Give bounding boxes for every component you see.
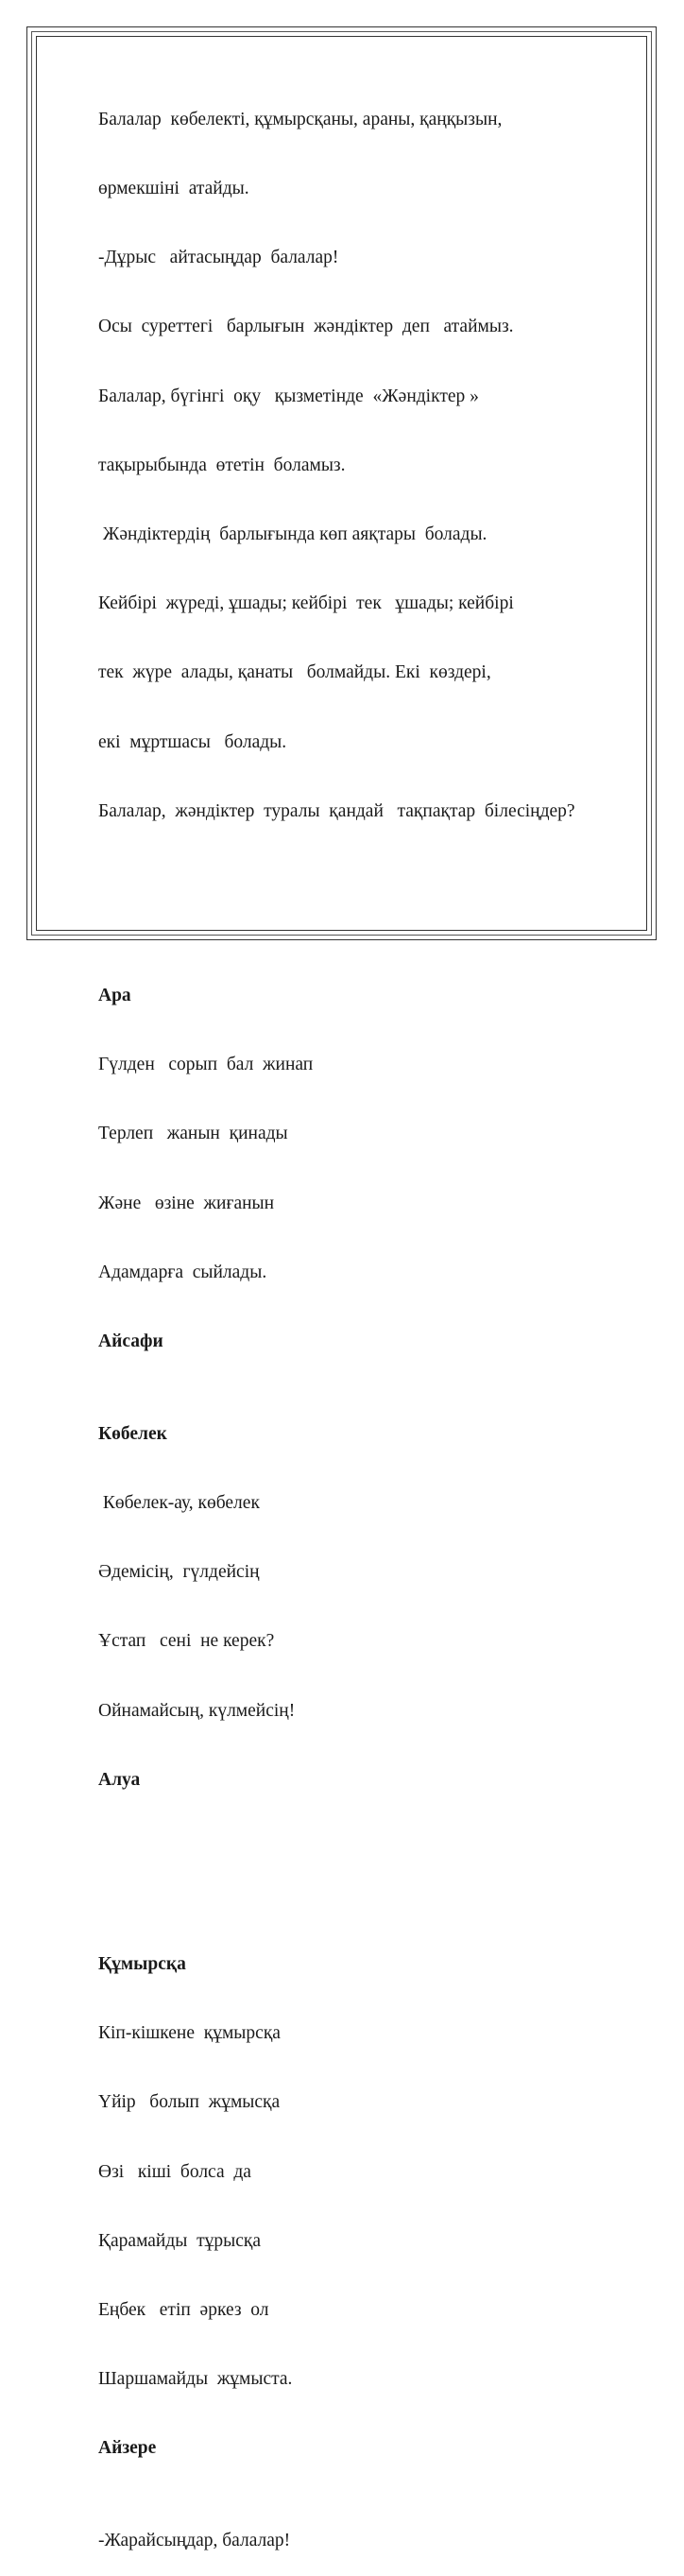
intro-line: өрмекшіні атайды. xyxy=(98,179,249,199)
intro-line: Осы суреттегі барлығын жәндіктер деп атаймыз. xyxy=(98,317,514,337)
poem-line: Әдемісің, гүлдейсің xyxy=(98,1562,260,1583)
intro-line: Балалар, жәндіктер туралы қандай тақпақтар білесіңдер? xyxy=(98,800,575,821)
intro-line: -Дұрыс айтасыңдар балалар! xyxy=(98,248,339,268)
poem-line: Терлеп жанын қинады xyxy=(98,1124,288,1144)
poem-line: Ұстап сені не керек? xyxy=(98,1631,275,1652)
poem-line: Көбелек-ау, көбелек xyxy=(98,1492,260,1513)
poem-line: Гүлден сорып бал жинап xyxy=(98,1055,314,1075)
poem-line: Ойнамайсың, күлмейсің! xyxy=(98,1700,296,1721)
poem-title-ara: Ара xyxy=(98,986,131,1006)
poem-title-kumyrska: Құмырсқа xyxy=(98,1953,186,1974)
reciter-name: Алуа xyxy=(98,1769,141,1790)
poem-line: Еңбек етіп әркез ол xyxy=(98,2299,269,2320)
poem-title-kobelek: Көбелек xyxy=(98,1423,167,1444)
intro-line: Балалар көбелекті, құмырсқаны, араны, қаңқызын, xyxy=(98,109,503,129)
intro-line: Балалар, бүгінгі оқу қызметінде «Жәндіктер » xyxy=(98,386,479,406)
poem-line: Және өзіне жиғанын xyxy=(98,1193,275,1213)
closing-line: -Жарайсыңдар, балалар! xyxy=(98,2530,291,2550)
intro-line: Кейбірі жүреді, ұшады; кейбірі тек ұшады; кейбірі xyxy=(98,593,514,614)
intro-line: тақырыбында өтетін боламыз. xyxy=(98,455,346,475)
poem-line: Шаршамайды жұмыста. xyxy=(98,2369,293,2390)
intro-line: тек жүре алады, қанаты болмайды. Екі көздері, xyxy=(98,662,491,683)
document-body xyxy=(98,62,637,2576)
poem-line: Үйір болып жұмысқа xyxy=(98,2092,281,2113)
poem-line: Қарамайды тұрысқа xyxy=(98,2230,262,2251)
paragraph-gap xyxy=(98,892,637,915)
reciter-name: Айзере xyxy=(98,2438,157,2459)
poem-line: Адамдарға сыйлады. xyxy=(98,1262,267,1282)
reciter-name: Айсафи xyxy=(98,1331,163,1352)
intro-line: екі мұртшасы болады. xyxy=(98,731,287,752)
intro-line: Жәндіктердің барлығында көп аяқтары болады. xyxy=(98,524,487,545)
paragraph-gap xyxy=(98,1861,637,1883)
poem-line: Өзі кіші болса да xyxy=(98,2161,251,2182)
poem-line: Кіп-кішкене құмырсқа xyxy=(98,2023,281,2044)
